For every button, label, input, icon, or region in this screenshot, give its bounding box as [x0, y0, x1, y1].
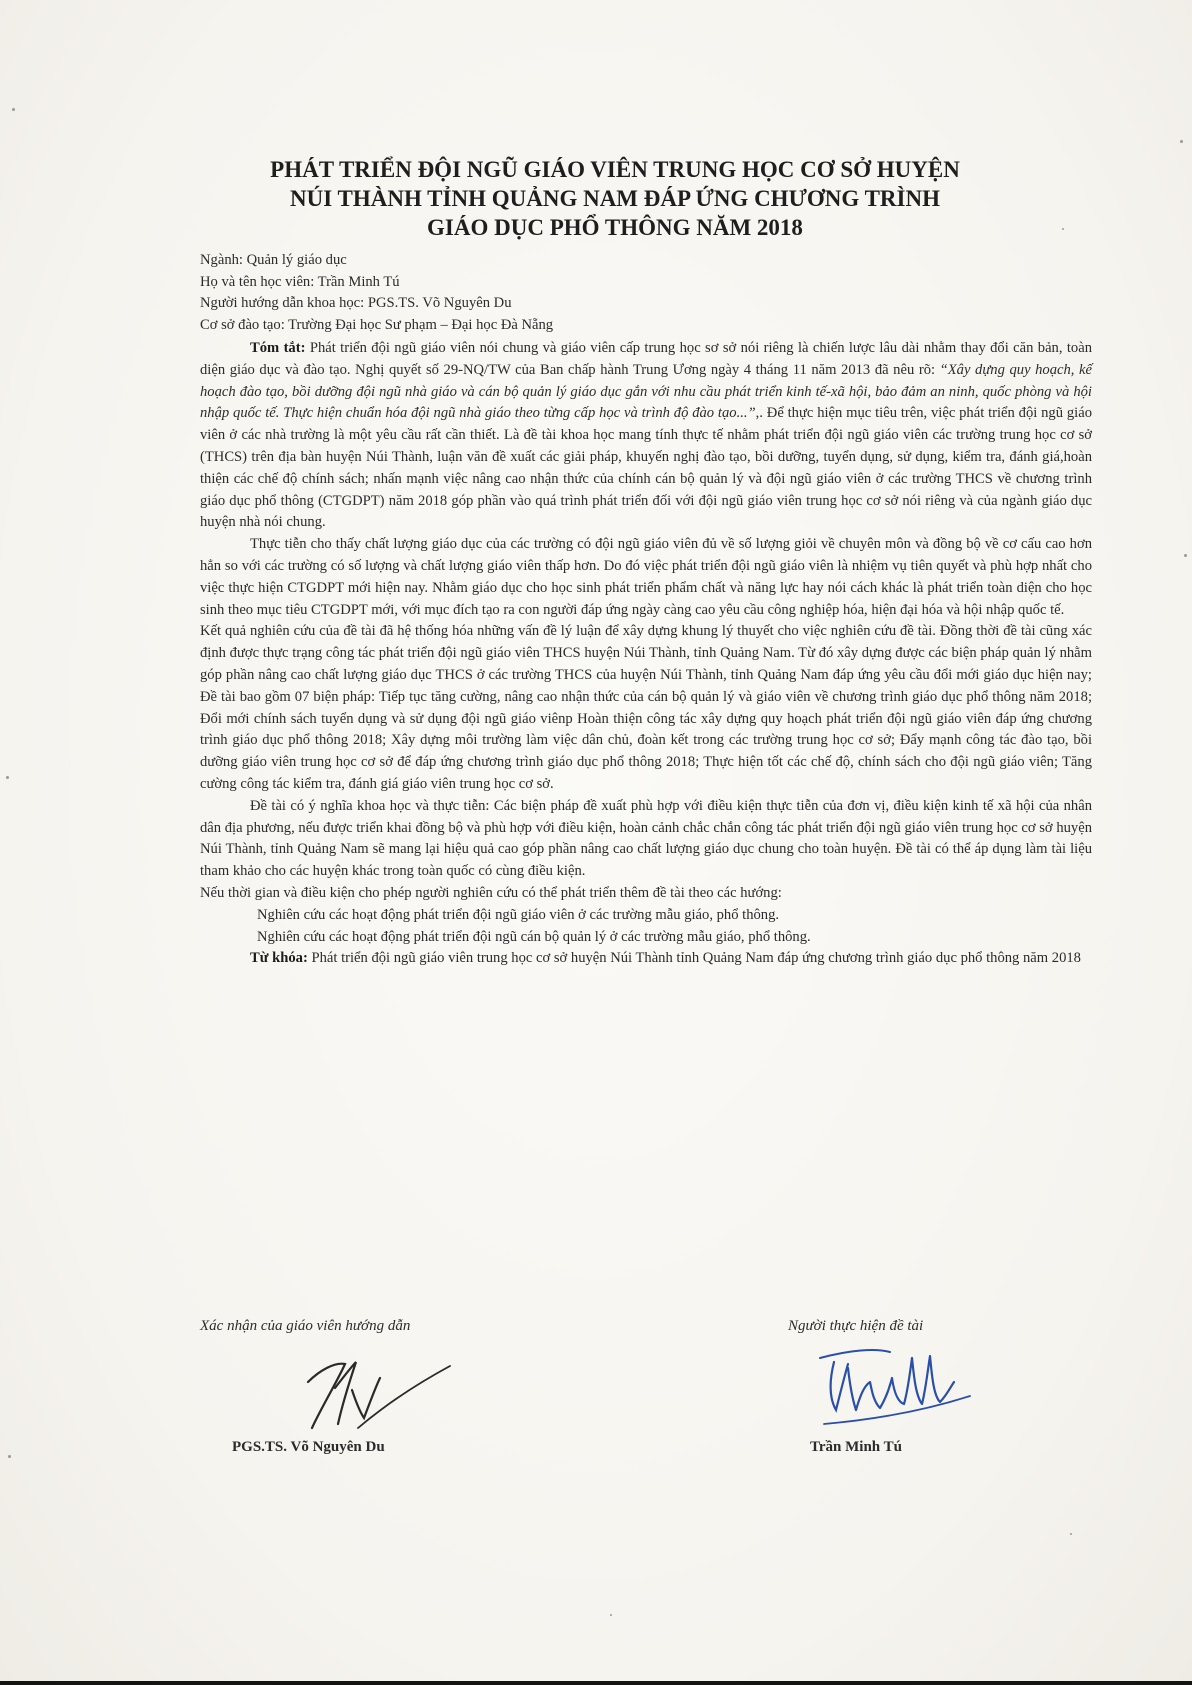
keywords-text: Phát triển đội ngũ giáo viên trung học cơ sở huyện Núi Thành tỉnh Quảng Nam đáp ứng chương trình giáo dục phổ thông năm 2018	[307, 950, 1081, 967]
author-signature-caption: Người thực hiện đề tài	[788, 1318, 924, 1334]
paragraph-results: Kết quả nghiên cứu của đề tài đã hệ thống hóa những vấn đề lý luận để xây dựng khung lý thuyết cho việc nghiên cứu đề tài. Đồng thời đề tài cũng xác định được thực trạng công tác phát triển đội ngũ giáo viên THCS huyện Núi Thành, tỉnh Quảng Nam. Từ đó xây dựng được các biện pháp quản lý nhằm góp phần nâng cao chất lượng giáo dục THCS ở các trường THCS của huyện Núi Thành, tỉnh Quảng Nam đáp ứng yêu cầu đổi mới giáo dục hiện nay; Đề tài bao gồm 07 biện pháp: Tiếp tục tăng cường, nâng cao nhận thức của cán bộ quản lý và giáo viên về chương trình giáo dục phổ thông năm 2018; Đổi mới chính sách tuyển dụng và sử dụng đội ngũ giáo viênp Hoàn thiện công tác xây dựng quy hoạch phát triển đội ngũ giáo viên đáp ứng chương trình giáo dục phổ thông 2018; Xây dựng môi trường làm việc dân chủ, đoàn kết trong các trường trung học cơ sở; Đẩy mạnh công tác đào tạo, bồi dưỡng giáo viên trung học cơ sở để đáp ứng chương trình giáo dục phổ thông 2018; Thực hiện tốt các chế độ, chính sách cho đội ngũ giáo viên; Tăng cường công tác kiểm tra, đánh giá giáo viên trung học cơ sở.	[200, 623, 1092, 792]
advisor-signature-caption: Xác nhận của giáo viên hướng dẫn	[200, 1318, 411, 1334]
scan-speck	[1070, 1533, 1072, 1535]
author-signature	[800, 1338, 985, 1433]
abstract-text-1: Phát triển đội ngũ giáo viên nói chung và giáo viên cấp trung học sơ sở nói riêng là chiến lược lâu dài nhằm thay đổi căn bản, toàn diện giáo dục và đào tạo. Nghị quyết số 29-NQ/TW của Ban chấp hành Trung Ương ngày 4 tháng 11 năm 2013 đã nêu rõ:	[200, 340, 1092, 378]
author-printed-name: Trần Minh Tú	[810, 1439, 902, 1455]
advisor-signature	[290, 1340, 460, 1435]
title-line-1: PHÁT TRIỂN ĐỘI NGŨ GIÁO VIÊN TRUNG HỌC CƠ SỞ HUYỆN	[270, 157, 960, 182]
scan-speck	[1184, 554, 1187, 557]
institution: Cơ sở đào tạo: Trường Đại học Sư phạm – Đại học Đà Nẵng	[200, 316, 554, 333]
advisor-printed-name: PGS.TS. Võ Nguyên Du	[232, 1439, 385, 1455]
field-of-study: Ngành: Quản lý giáo dục	[200, 252, 347, 268]
scan-speck	[12, 108, 15, 111]
keywords-label: Từ khóa:	[250, 950, 308, 967]
paragraph-direction-2: Nghiên cứu các hoạt động phát triển đội ngũ cán bộ quản lý ở các trường mẫu giáo, phổ thông.	[257, 928, 811, 945]
paragraph-future: Nếu thời gian và điều kiện cho phép người nghiên cứu có thể phát triển thêm đề tài theo các hướng:	[200, 884, 782, 901]
document-title	[200, 155, 1030, 242]
title-line-2: NÚI THÀNH TỈNH QUẢNG NAM ĐÁP ỨNG CHƯƠNG TRÌNH	[290, 186, 940, 211]
student-name: Họ và tên học viên: Trần Minh Tú	[200, 273, 400, 290]
paragraph-practice: Thực tiễn cho thấy chất lượng giáo dục của các trường có đội ngũ giáo viên đủ về số lượng giỏi về chuyên môn và đồng bộ về cơ cấu cao hơn hẳn so với các trường có số lượng và chất lượng giáo viên thấp hơn. Do đó việc phát triển đội ngũ giáo viên là nhiệm vụ tiên quyết và phù hợp nhất cho việc thực hiện CTGDPT mới hiện nay. Nhằm giáo dục cho học sinh phát triển phẩm chất và năng lực hay nói cách khác là phát triển toàn diện cho học sinh theo mục tiêu CTGDPT mới, với mục đích tạo ra con người đáp ứng ngày càng cao yêu cầu công nghiệp hóa, hiện đại hóa và hội nhập quốc tế.	[200, 536, 1092, 618]
abstract-quote: “Xây dựng quy hoạch, kế hoạch đào tạo, bồi dưỡng đội ngũ nhà giáo và cán bộ quản lý giáo dục gắn với nhu cầu phát triển kinh tế-xã hội, bảo đảm an ninh, quốc phòng và hội nhập quốc tế. Thực hiện chuẩn hóa đội ngũ nhà giáo theo từng cấp học và trình độ đào tạo...”	[200, 361, 1092, 422]
scan-speck	[6, 776, 9, 779]
abstract-text-2: ,. Để thực hiện mục tiêu trên, việc phát triển đội ngũ giáo viên ở các nhà trường là một yêu cầu rất cần thiết. Là đề tài khoa học mang tính thực tế nhằm phát triển đội ngũ giáo viên các trường trung học cơ sở (THCS) trên địa bàn huyện Núi Thành, luận văn đề xuất các giải pháp, khuyến nghị đào tạo, bồi dưỡng, tuyển dụng, sử dụng, kiểm tra, đánh giá,hoàn thiện các chế độ chính sách; nhấn mạnh việc nâng cao nhận thức của chính cán bộ quản lý và đội ngũ giáo viên ở các trường THCS về chương trình giáo dục phổ thông (CTGDPT) năm 2018 góp phần vào quá trình phát triển đối với đội ngũ giáo viên trung học cơ sở nói riêng và của ngành giáo dục huyện nhà nói chung.	[200, 405, 1092, 531]
document-metadata	[200, 250, 1090, 336]
abstract-paragraph	[200, 338, 1092, 534]
scan-speck	[1062, 228, 1064, 230]
title-line-3: GIÁO DỤC PHỔ THÔNG NĂM 2018	[427, 215, 803, 240]
scan-speck	[8, 1455, 11, 1458]
scan-speck	[1180, 140, 1183, 143]
abstract-label: Tóm tắt:	[250, 340, 306, 356]
paragraph-direction-1: Nghiên cứu các hoạt động phát triển đội ngũ giáo viên ở các trường mẫu giáo, phổ thông.	[257, 906, 780, 923]
scan-bottom-edge	[0, 1681, 1192, 1685]
scan-speck	[610, 1614, 612, 1616]
keywords-paragraph	[200, 948, 1092, 970]
paragraph-significance: Đề tài có ý nghĩa khoa học và thực tiễn: Các biện pháp đề xuất phù hợp với điều kiện thực tiễn của đơn vị, điều kiện kinh tế xã hội của nhân dân địa phương, nếu được triển khai đồng bộ và phù hợp với điều kiện, hoàn cảnh chắc chắn công tác phát triển đội ngũ giáo viên trung học cơ sở huyện Núi Thành, tỉnh Quảng Nam sẽ mang lại hiệu quả cao góp phần nâng cao chất lượng giáo dục chung cho toàn huyện. Đề tài có thể áp dụng làm tài liệu tham khảo cho các huyện khác trong toàn quốc có cùng điều kiện.	[200, 797, 1092, 880]
advisor-name: Người hướng dẫn khoa học: PGS.TS. Võ Nguyên Du	[200, 295, 512, 312]
abstract-body	[200, 338, 1092, 970]
